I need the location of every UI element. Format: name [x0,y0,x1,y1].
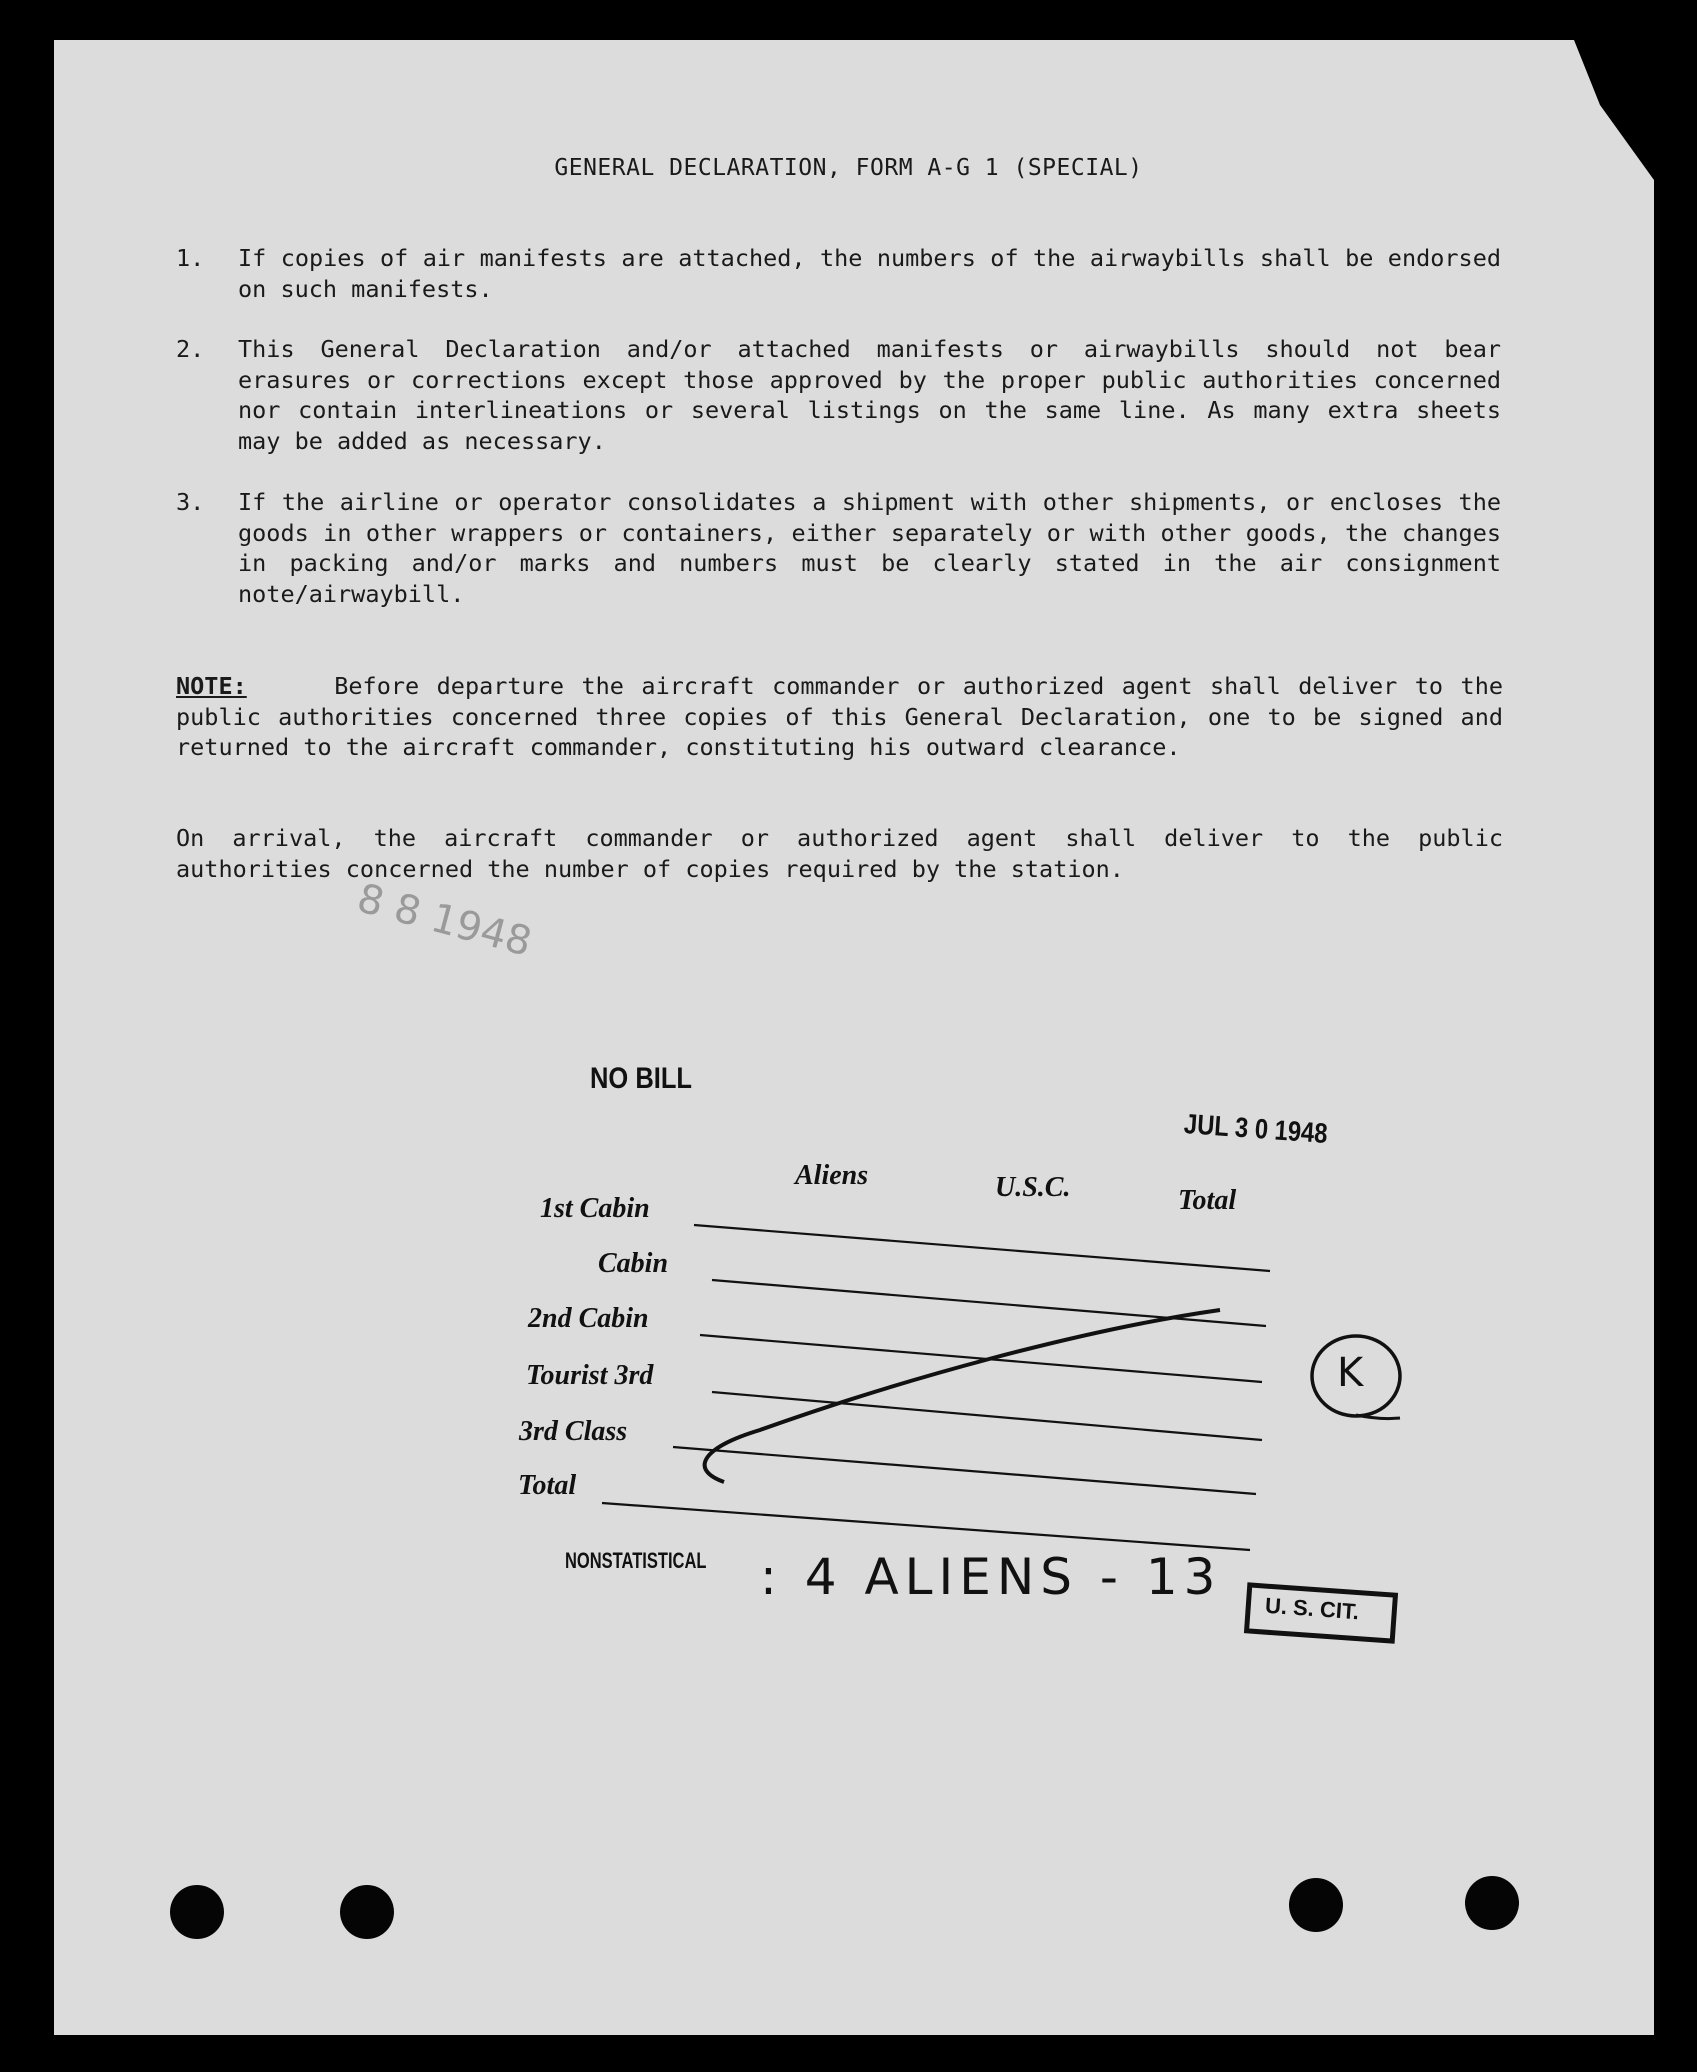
tally-column-usc: U.S.C. [995,1172,1071,1203]
tally-column-total: Total [1178,1185,1237,1216]
arrival-paragraph: On arrival, the aircraft commander or authorized agent shall deliver to the public authorities concerned the number of copies required by the station. [176,824,1503,883]
handwritten-alien-count: : 4 ALIENS - 13 [760,1548,1222,1606]
tally-row-label: Cabin [598,1248,669,1279]
punch-hole [170,1885,224,1939]
tally-row-label: Total [518,1470,577,1501]
tally-line [673,1447,1256,1494]
tally-row-label: Tourist 3rd [526,1360,654,1391]
item-text: If copies of air manifests are attached, the numbers of the airwaybills shall be endorsed on such manifests. [238,244,1501,303]
tally-column-aliens: Aliens [795,1160,869,1191]
tally-row-label: 3rd Class [519,1416,628,1447]
item-number: 3. [176,488,205,516]
punch-hole [1289,1878,1343,1932]
circled-letter: K [1337,1350,1364,1396]
nonstatistical-stamp: NONSTATISTICAL [565,1548,707,1573]
item-number: 1. [176,244,205,272]
tally-row-label: 1st Cabin [540,1193,650,1224]
date-stamp: JUL 3 0 1948 [1182,1108,1329,1149]
tally-line [602,1503,1250,1550]
punch-hole [1465,1876,1519,1930]
tally-row-label: 2nd Cabin [528,1303,649,1334]
tally-line [700,1335,1262,1382]
note-text: Before departure the aircraft commander or authorized agent shall deliver to the public authorities concerned three copies of this General Declaration, one to be signed and returned to the aircraft commander, constituting his outward clearance. [176,672,1503,761]
us-cit-stamp: U. S. CIT. [1264,1592,1360,1625]
item-number: 2. [176,335,205,363]
item-text: If the airline or operator consolidates a shipment with other shipments, or encloses the goods in other wrappers or containers, either separately or with other goods, the changes in packing and/or marks and numbers must be clearly stated in the air consignment note/airwaybill. [238,488,1501,608]
item-text: This General Declaration and/or attached manifests or airwaybills should not bear erasures or corrections except those approved by the proper public authorities concerned nor contain interlineations or several listings on the same line. As many extra sheets may be added as necessary. [238,335,1501,455]
tally-line [712,1280,1266,1326]
form-title: GENERAL DECLARATION, FORM A-G 1 (SPECIAL) [554,155,1143,181]
note-label: NOTE: [176,672,247,700]
punch-hole [340,1885,394,1939]
tally-line [694,1225,1270,1271]
no-bill-stamp: NO BILL [590,1062,692,1095]
svg-text:8 8 1948: 8 8 1948 [352,875,537,966]
